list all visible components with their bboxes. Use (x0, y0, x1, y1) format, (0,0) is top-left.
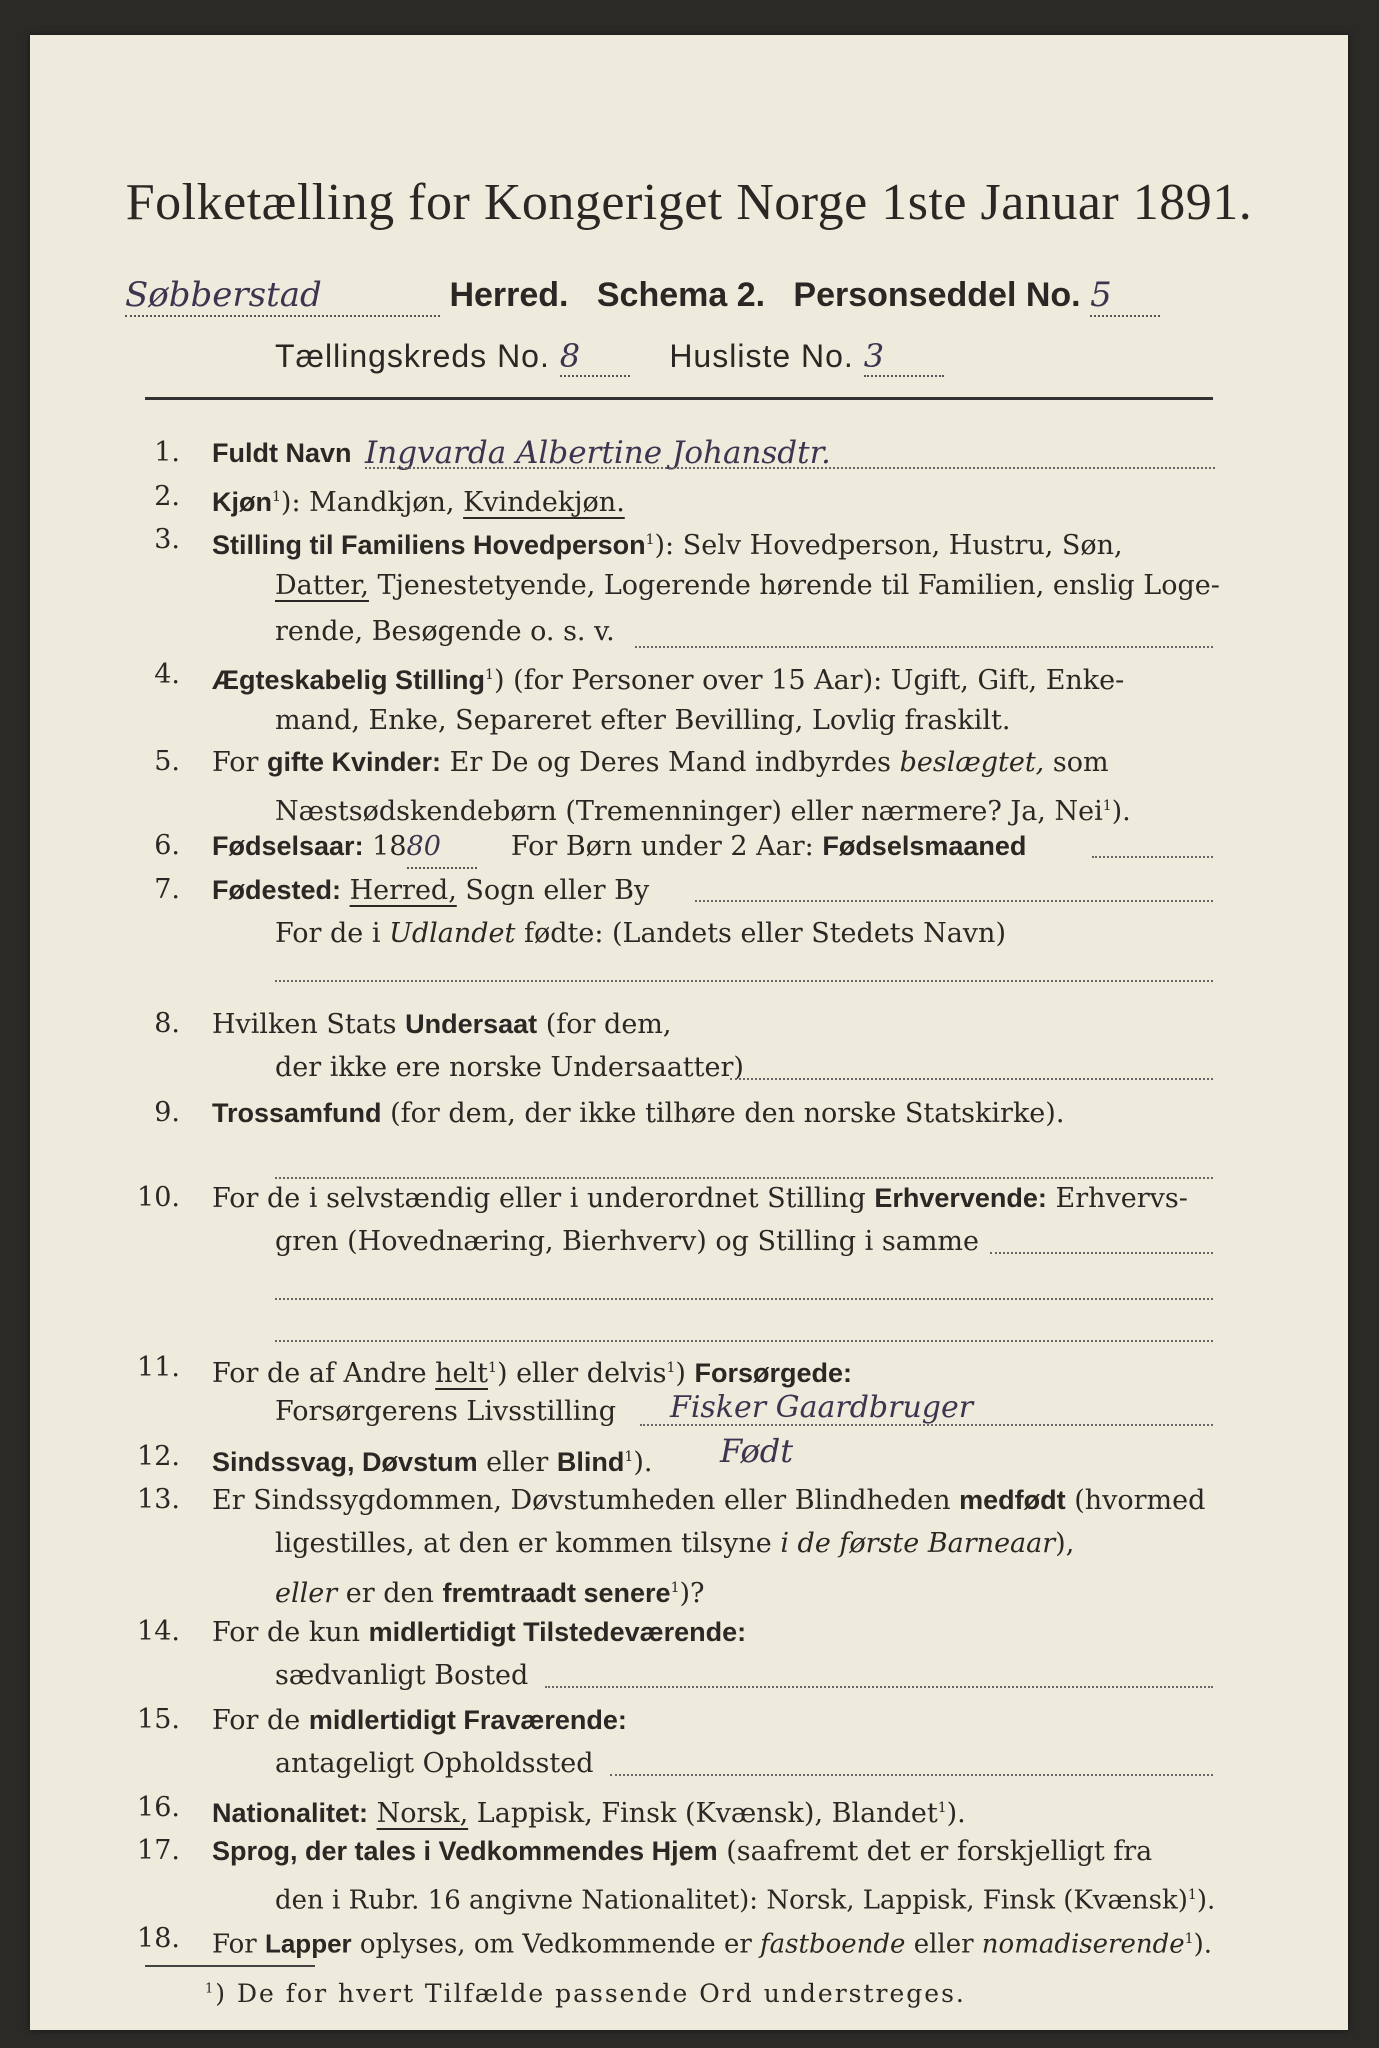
birth-year-label: Fødselsaar: (212, 831, 364, 861)
marital-status-label: Ægteskabelig Stilling (212, 665, 486, 695)
nationality-underlined: Norsk, (376, 1798, 469, 1829)
item-number: 7. (154, 874, 180, 905)
disability-label: Sindssvag, Døvstum (212, 1447, 478, 1477)
husliste-number: 3 (864, 337, 944, 377)
birthplace-label: Fødested: (212, 875, 342, 905)
sex-underlined: Kvindekjøn. (463, 487, 625, 518)
item-number: 2. (154, 481, 180, 512)
congenital-label: medfødt (959, 1485, 1066, 1515)
item-number: 15. (137, 1704, 180, 1735)
item-number: 4. (154, 659, 180, 690)
husliste-label: Husliste No. (669, 338, 854, 374)
sex-label: Kjøn (212, 487, 272, 517)
item-number: 1. (154, 437, 180, 468)
married-women-label: gifte Kvinder: (267, 747, 442, 777)
disability-value: Født (720, 1432, 794, 1470)
item-number: 18. (137, 1923, 180, 1954)
item-number: 6. (154, 830, 180, 861)
temporary-present-label: midlertidigt Tilstedeværende: (368, 1617, 747, 1647)
form-header-line (125, 275, 1275, 317)
full-name-value: Ingvarda Albertine Johansdtr. (365, 435, 831, 471)
item-number: 14. (137, 1616, 180, 1647)
item-number: 16. (137, 1792, 180, 1823)
item-number: 11. (137, 1352, 180, 1383)
schema-label: Schema 2. (596, 276, 766, 314)
birth-month-label: Fødselsmaaned (822, 831, 1027, 861)
item-number: 8. (154, 1008, 180, 1039)
item-number: 17. (137, 1835, 180, 1866)
sami-label: Lapper (264, 1928, 352, 1959)
census-form-sheet: Folketælling for Kongeriget Norge 1ste Januar 1891. Søbberstad Herred. Schema 2. Personseddel No. 5 Tællingskreds No. 8 Husliste No. 3 1. Fuldt Navn Ingvarda Albertine Johansdtr. 2. Kjøn$^1$): Mandkjøn, Kvindekjøn. 3. Stilling til Familiens Hovedperson$^1$): Selv Hovedperson, Hustru, Søn, Datter, Tjenestetyende, Logerende hørende til Familien, enslig Loge- rende, Besøgende o. s. v. 4. Ægteskabelig Stilling$^1$) (for Personer over 15 Aar): Ugift, Gift, Enke- mand, Enke, Separeret efter Bevilling, Lovlig fraskilt. 5. For gifte Kvinder: Er De og Deres Mand indbyrdes beslægtet, som Næstsødskendebørn (Tremenninger) eller nærmere? Ja, Nei$^1$). 6. Fødselsaar: 1880 For Børn under 2 Aar: Fødselsmaaned 7. Fødested: Herred, Sogn eller By For de i Udlandet fødte: (Landets eller Stedets Navn) 8. Hvilken Stats Undersaat (for dem, der ikke ere norske Undersaatter) 9. Trossamfund (for dem, der ikke tilhøre den norske Statskirke). 10. For de i selvstændig eller i underordnet Stilling Erhvervende: Erhvervs- gren (Hovednæring, Bierhverv) og Stilling i samme 11. For de af Andre helt$^1$) eller delvis$^1$) Forsørgede: Forsørgerens Livsstilling Fisker Gaardbruger 12. Sindssvag, Døvstum eller Blind$^1$). Født 13. Er Sindssygdommen, Døvstumheden eller Blindheden medfødt (hvormed ligestilles, at den er kommen tilsyne i de første Barneaar), eller er den fremtraadt senere$^1$)? 14. For de kun midlertidigt Tilstedeværende: sædvanligt Bosted 15. For de midlertidigt Fraværende: antageligt Opholdssted 16. Nationalitet: Norsk, Lappisk, Finsk (Kvænsk), Blandet$^1$). 17. Sprog, der tales i Vedkommendes Hjem (saafremt det er forskjelligt fra den i Rubr. 16 angivne Nationalitet): Norsk, Lappisk, Finsk (Kvænsk)$^1$). 18. For Lapper oplyses, om Vedkommende er fastboende eller nomadiserende$^1$). $^1$) De for hvert Tilfælde passende Ord understreges. (30, 35, 1348, 2030)
item-number: 5. (154, 746, 180, 777)
kreds-number: 8 (560, 337, 630, 377)
family-position-label: Stilling til Familiens Hovedperson (212, 530, 646, 560)
family-position-underlined: Datter, (275, 570, 369, 601)
kreds-label: Tællingskreds No. (275, 338, 550, 374)
birth-year-value: 80 (407, 827, 477, 869)
nationality-label: Nationalitet: (212, 1798, 369, 1828)
item-number: 3. (154, 524, 180, 555)
footnote: $^1$) De for hvert Tilfælde passende Ord understreges. (205, 1979, 966, 2008)
occupation-label: Erhvervende: (874, 1183, 1047, 1213)
supported-label: Forsørgede: (694, 1358, 853, 1388)
item-number: 13. (137, 1484, 180, 1515)
birthplace-underlined: Herred, (349, 875, 457, 906)
citizenship-label: Undersaat (405, 1009, 538, 1039)
temporary-absent-label: midlertidigt Fraværende: (308, 1705, 627, 1735)
header-divider (145, 397, 1213, 400)
herred-label: Herred. (449, 276, 569, 314)
item-number: 9. (154, 1097, 180, 1128)
supported-underlined: helt (435, 1358, 489, 1389)
personseddel-label: Personseddel No. (793, 276, 1081, 314)
full-name-label: Fuldt Navn (212, 438, 352, 468)
religion-label: Trossamfund (212, 1098, 382, 1128)
kreds-line (275, 337, 944, 377)
personseddel-number: 5 (1090, 275, 1160, 317)
herred-name: Søbberstad (125, 275, 440, 317)
form-title: Folketælling for Kongeriget Norge 1ste Januar 1891. (125, 174, 1253, 231)
item-number: 12. (137, 1441, 180, 1472)
footnote-divider (145, 1965, 315, 1967)
language-label: Sprog, der tales i Vedkommendes Hjem (212, 1836, 718, 1866)
provider-occupation-value: Fisker Gaardbruger (670, 1390, 974, 1425)
item-number: 10. (137, 1182, 180, 1213)
